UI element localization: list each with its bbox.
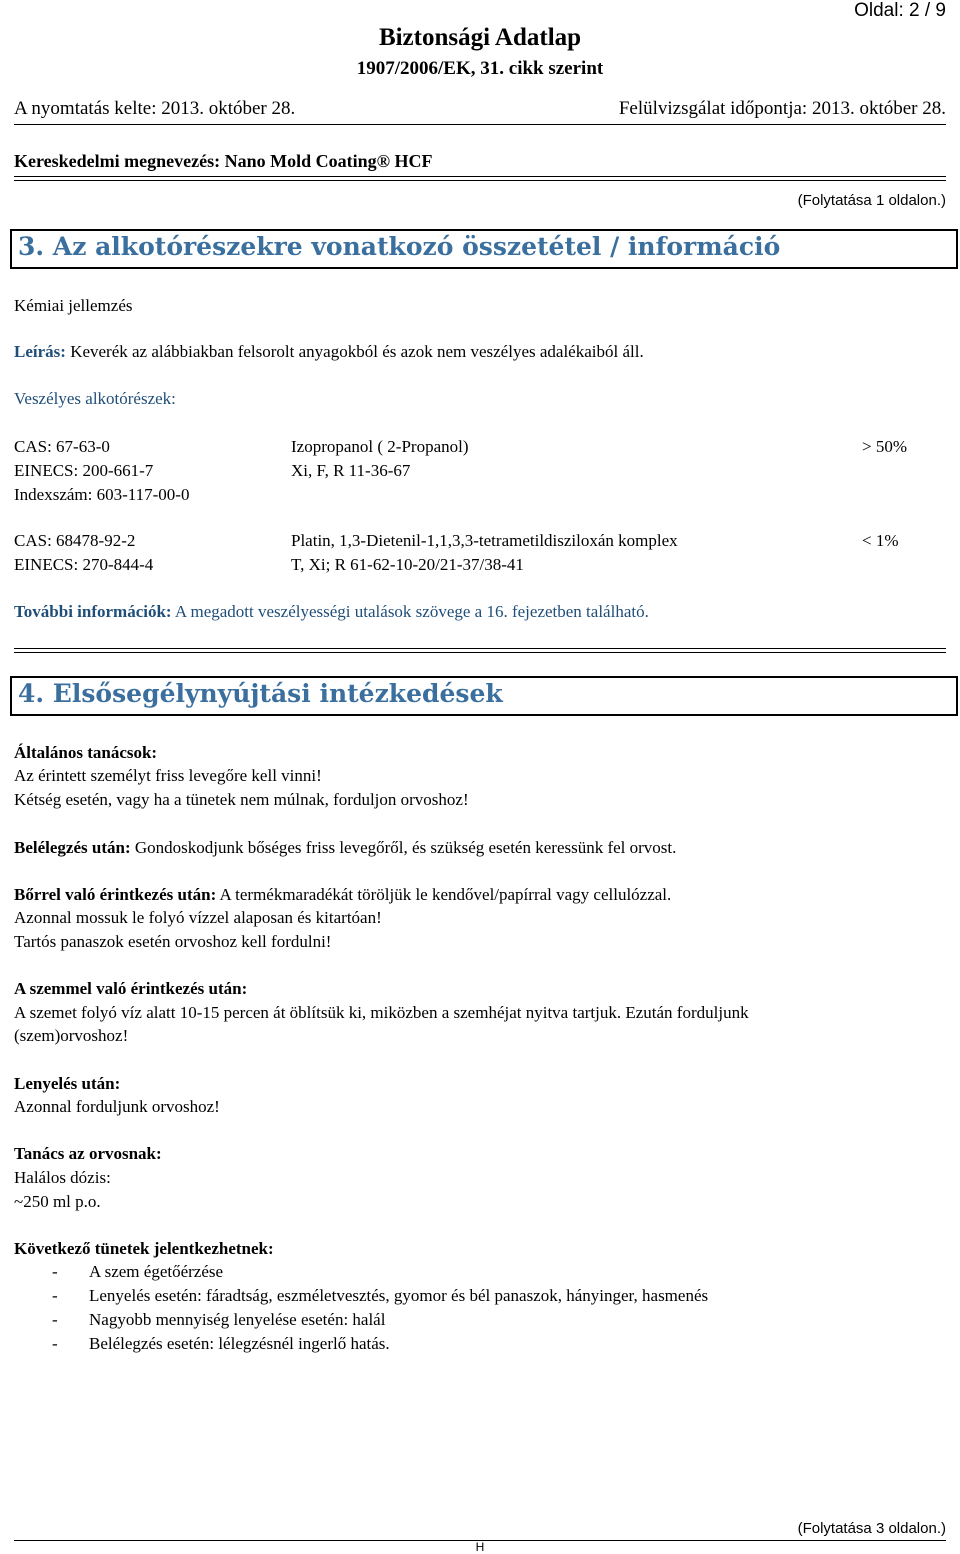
after-inhalation — [14, 838, 676, 858]
after-skin-contact-text: A termékmaradékát töröljük le kendővel/papírral vagy cellulózzal. — [216, 885, 672, 904]
print-date: A nyomtatás kelte: 2013. október 28. — [14, 98, 296, 119]
component-1-class: Xi, F, R 11-36-67 — [291, 461, 411, 480]
skin-line-1: Azonnal mossuk le folyó vízzel alaposan és kitartóan! — [14, 908, 382, 927]
hazardous-components-label: Veszélyes alkotórészek: — [14, 389, 176, 408]
component-2-name: Platin, 1,3-Dietenil-1,1,3,3-tetrametildisziloxán komplex — [291, 531, 678, 550]
symptom-item: Nagyobb mennyiség lenyelése esetén: halál — [89, 1310, 386, 1329]
continued-from: (Folytatása 1 oldalon.) — [797, 192, 946, 209]
further-info-text: A megadott veszélyességi utalások szövege a 16. fejezetben található. — [171, 602, 649, 621]
component-1-cas: CAS: 67-63-0 — [14, 437, 110, 456]
section-3-header — [10, 229, 958, 269]
eye-line-1: A szemet folyó víz alatt 10-15 percen át öblítsük ki, miközben a szemhéjat nyitva tartjuk. Ezután forduljunk — [14, 1003, 749, 1022]
document-title: Biztonsági Adatlap — [378, 24, 582, 51]
after-inhalation-text: Gondoskodjunk bőséges friss levegőről, és szükség esetén keressünk fel orvost. — [130, 838, 677, 857]
after-ingestion-label: Lenyelés után: — [14, 1074, 121, 1093]
after-ingestion-text: Azonnal forduljunk orvoshoz! — [14, 1097, 220, 1116]
symptom-bullet: - — [52, 1286, 58, 1305]
footer-letter: H — [475, 1540, 485, 1554]
symptom-item: Belélegzés esetén: lélegzésnél ingerlő hatás. — [89, 1334, 390, 1353]
symptom-item: Lenyelés esetén: fáradtság, eszméletvesztés, gyomor és bél panaszok, hányinger, hasmenés — [89, 1286, 709, 1305]
further-info-label: További információk: — [14, 602, 172, 621]
page-number: Oldal: 2 / 9 — [854, 0, 946, 21]
document-subtitle: 1907/2006/EK, 31. cikk szerint — [356, 58, 604, 79]
section-3-title: 3. Az alkotórészekre vonatkozó összetétel / információ — [18, 232, 781, 261]
component-1-name: Izopropanol ( 2-Propanol) — [291, 437, 469, 456]
component-2-conc: < 1% — [862, 531, 899, 550]
symptom-bullet: - — [52, 1334, 58, 1353]
symptom-bullet: - — [52, 1310, 58, 1329]
general-advice-label: Általános tanácsok: — [14, 743, 158, 762]
component-2-cas: CAS: 68478-92-2 — [14, 531, 136, 550]
component-1-einecs: EINECS: 200-661-7 — [14, 461, 154, 480]
header-double-rule — [14, 176, 946, 181]
doctor-line-2: ~250 ml p.o. — [14, 1192, 101, 1211]
description-label: Leírás: — [14, 342, 66, 361]
component-2-class: T, Xi; R 61-62-10-20/21-37/38-41 — [291, 555, 524, 574]
description — [14, 342, 644, 362]
header-rule — [14, 124, 946, 125]
section-4-title: 4. Elsősegélynyújtási intézkedések — [18, 679, 503, 708]
eye-line-2: (szem)orvoshoz! — [14, 1026, 129, 1045]
symptom-bullet: - — [52, 1262, 58, 1281]
description-text: Keverék az alábbiakban felsorolt anyagokból és azok nem veszélyes adalékaiból áll. — [65, 342, 644, 361]
symptoms-label: Következő tünetek jelentkezhetnek: — [14, 1239, 274, 1258]
further-info — [14, 602, 649, 622]
review-date: Felülvizsgálat időpontja: 2013. október 28. — [618, 98, 946, 119]
after-eye-contact-label: A szemmel való érintkezés után: — [14, 979, 248, 998]
section-4-header — [10, 676, 958, 716]
after-skin-contact-label: Bőrrel való érintkezés után: — [14, 885, 217, 904]
after-inhalation-label: Belélegzés után: — [14, 838, 131, 857]
continued-to: (Folytatása 3 oldalon.) — [797, 1520, 946, 1537]
doctor-line-1: Halálos dózis: — [14, 1168, 111, 1187]
after-skin-contact — [14, 885, 671, 905]
general-advice-line-2: Kétség esetén, vagy ha a tünetek nem múlnak, forduljon orvoshoz! — [14, 790, 469, 809]
symptom-item: A szem égetőérzése — [89, 1262, 224, 1281]
trade-name: Kereskedelmi megnevezés: Nano Mold Coating® HCF — [14, 151, 433, 171]
section-divider — [14, 648, 946, 653]
component-1-conc: > 50% — [862, 437, 907, 456]
component-2-einecs: EINECS: 270-844-4 — [14, 555, 154, 574]
skin-line-2: Tartós panaszok esetén orvoshoz kell fordulni! — [14, 932, 332, 951]
chemical-characterization: Kémiai jellemzés — [14, 296, 133, 315]
component-1-index: Indexszám: 603-117-00-0 — [14, 485, 190, 504]
doctor-advice-label: Tanács az orvosnak: — [14, 1144, 162, 1163]
general-advice-line-1: Az érintett személyt friss levegőre kell vinni! — [14, 766, 322, 785]
